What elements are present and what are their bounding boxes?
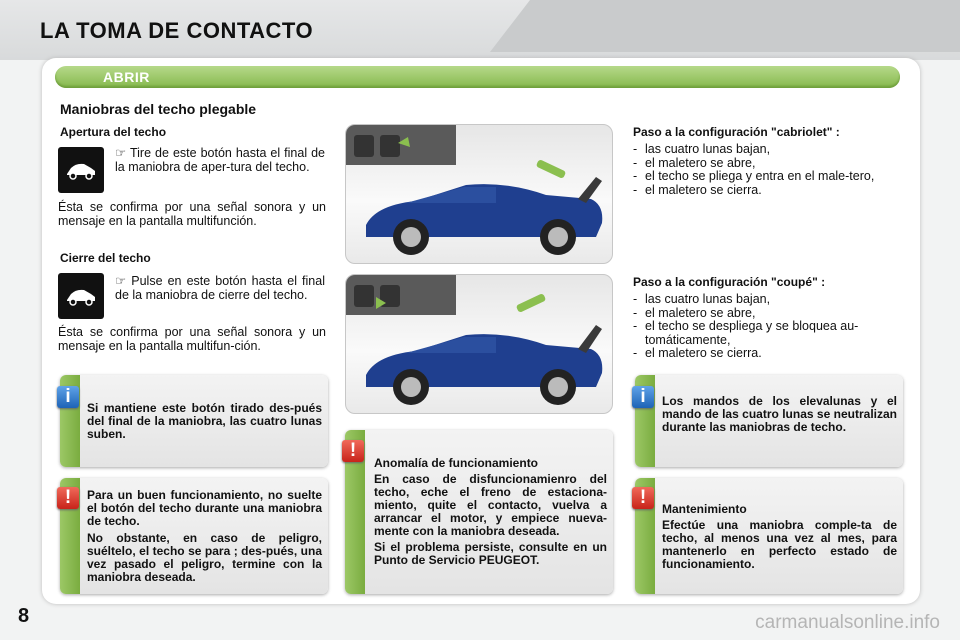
- info-icon: i: [57, 386, 79, 408]
- page-title: LA TOMA DE CONTACTO: [40, 18, 314, 43]
- warning-note-left-text-2: No obstante, en caso de peligro, suéltelo, el techo se para ; des-pués, una vez pasado el peligro, termine con la maniobra deseada.: [87, 531, 322, 584]
- close-instruction: ☞ Pulse en este botón hasta el final de la maniobra de cierre del techo.: [115, 274, 325, 302]
- coupe-steps: [633, 293, 903, 361]
- list-item: - el maletero se cierra.: [633, 184, 903, 198]
- close-title: Cierre del techo: [60, 251, 151, 265]
- roof-open-button-icon: [58, 147, 104, 193]
- warning-note-center-text-2: Si el problema persiste, consulte en un Punto de Servicio PEUGEOT.: [374, 540, 607, 567]
- warning-note-center-text-1: En caso de disfuncionamienro del techo, eche el freno de estaciona-miento, quite el contacto, vuelva a arrancar el motor, y empiece nueva-mente con la maniobra deseada.: [374, 472, 607, 538]
- list-item: - las cuatro lunas bajan,: [633, 143, 903, 157]
- cabriolet-steps: [633, 143, 903, 197]
- header-band-accent: [490, 0, 960, 52]
- list-item: - el techo se pliega y entra en el male-tero,: [633, 170, 903, 184]
- section-label: ABRIR: [103, 69, 150, 85]
- warning-note-center-title: Anomalía de funcionamiento: [374, 456, 539, 470]
- coupe-title: Paso a la configuración "coupé" :: [633, 275, 826, 289]
- info-note-right-text: Los mandos de los elevalunas y el mando de las cuatro lunas se neutralizan durante las maniobras de techo.: [662, 394, 897, 434]
- warning-icon: !: [57, 487, 79, 509]
- open-title: Apertura del techo: [60, 125, 167, 139]
- warning-note-right-text: Efectúe una maniobra comple-ta de techo, al menos una vez al mes, para mantenerlo en perfecto estado de funcionamiento.: [662, 518, 897, 571]
- warning-note-left-text-1: Para un buen funcionamiento, no suelte el botón del techo durante una maniobra de techo.: [87, 488, 322, 528]
- open-instruction: ☞ Tire de este botón hasta el final de la maniobra de aper-tura del techo.: [115, 146, 325, 174]
- close-confirmation: Ésta se confirma por una señal sonora y un mensaje en la pantalla multifun-ción.: [58, 325, 326, 353]
- open-confirmation: Ésta se confirma por una señal sonora y un mensaje en la pantalla multifunción.: [58, 200, 326, 228]
- list-item: - el maletero se abre,: [633, 307, 903, 321]
- info-icon: i: [632, 386, 654, 408]
- page-number: 8: [18, 605, 30, 627]
- list-item: - el maletero se cierra.: [633, 347, 903, 361]
- subsection-heading: Maniobras del techo plegable: [60, 101, 257, 117]
- info-note-left-text: Si mantiene este botón tirado des-pués del final de la maniobra, las cuatro lunas suben.: [87, 401, 322, 441]
- cabriolet-photo: [345, 124, 613, 264]
- coupe-photo: [345, 274, 613, 414]
- list-item: - las cuatro lunas bajan,: [633, 293, 903, 307]
- list-item: - el techo se despliega y se bloquea au-tomáticamente,: [633, 320, 903, 347]
- roof-close-button-icon: [58, 273, 104, 319]
- list-item: - el maletero se abre,: [633, 157, 903, 171]
- cabriolet-title: Paso a la configuración "cabriolet" :: [633, 125, 840, 139]
- watermark[interactable]: carmanualsonline.info: [755, 612, 940, 633]
- warning-icon: !: [632, 487, 654, 509]
- warning-note-right-title: Mantenimiento: [662, 502, 747, 516]
- warning-icon: !: [342, 440, 364, 462]
- section-bar: [55, 66, 900, 88]
